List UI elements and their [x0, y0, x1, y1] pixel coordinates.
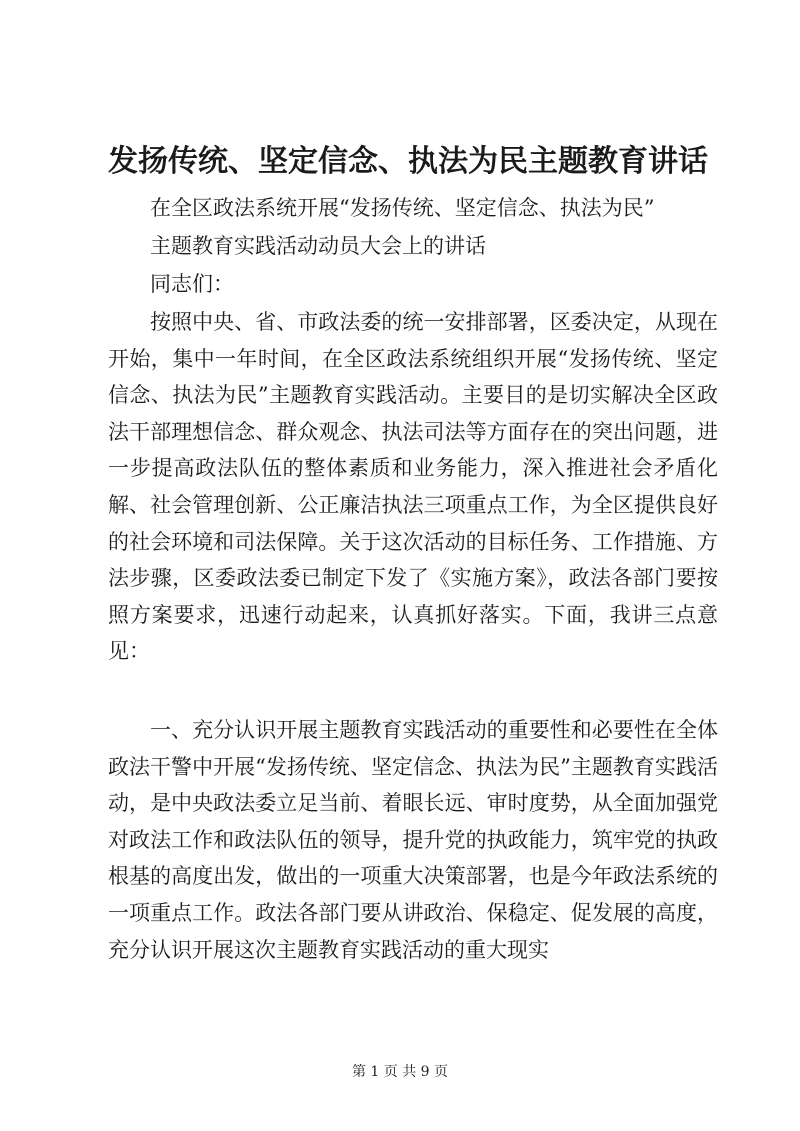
subtitle-line-2: 主题教育实践活动动员大会上的讲话 — [150, 234, 486, 258]
document-title: 发扬传统、坚定信念、执法为民主题教育讲话 — [108, 144, 708, 179]
salutation: 同志们： — [150, 272, 234, 296]
body-paragraph-2: 一、充分认识开展主题教育实践活动的重要性和必要性在全体政法干警中开展“发扬传统、坚定信念、执法为民”主题教育实践活动，是中央政法委立足当前、着眼长远、审时度势，从全面加强党对政法工作和政法队伍的领导，提升党的执政能力，筑牢党的执政根基的高度出发，做出的一项重大决策部署，也是今年政法系统的一项重点工作。政法各部门要从讲政治、保稳定、促发展的高度，充分认识开展这次主题教育实践活动的重大现实 — [108, 718, 718, 962]
subtitle-line-1: 在全区政法系统开展“发扬传统、坚定信念、执法为民” — [150, 196, 655, 220]
page-indicator: 第 1 页 共 9 页 — [351, 1064, 449, 1080]
body-paragraph-1: 按照中央、省、市政法委的统一安排部署，区委决定，从现在开始，集中一年时间，在全区政法系统组织开展“发扬传统、坚定信念、执法为民”主题教育实践活动。主要目的是切实解决全区政法干部理想信念、群众观念、执法司法等方面存在的突出问题，进一步提高政法队伍的整体素质和业务能力，深入推进社会矛盾化解、社会管理创新、公正廉洁执法三项重点工作，为全区提供良好的社会环境和司法保障。关于这次活动的目标任务、工作措施、方法步骤，区委政法委已制定下发了《实施方案》，政法各部门要按照方案要求，迅速行动起来，认真抓好落实。下面，我讲三点意见： — [108, 310, 718, 664]
